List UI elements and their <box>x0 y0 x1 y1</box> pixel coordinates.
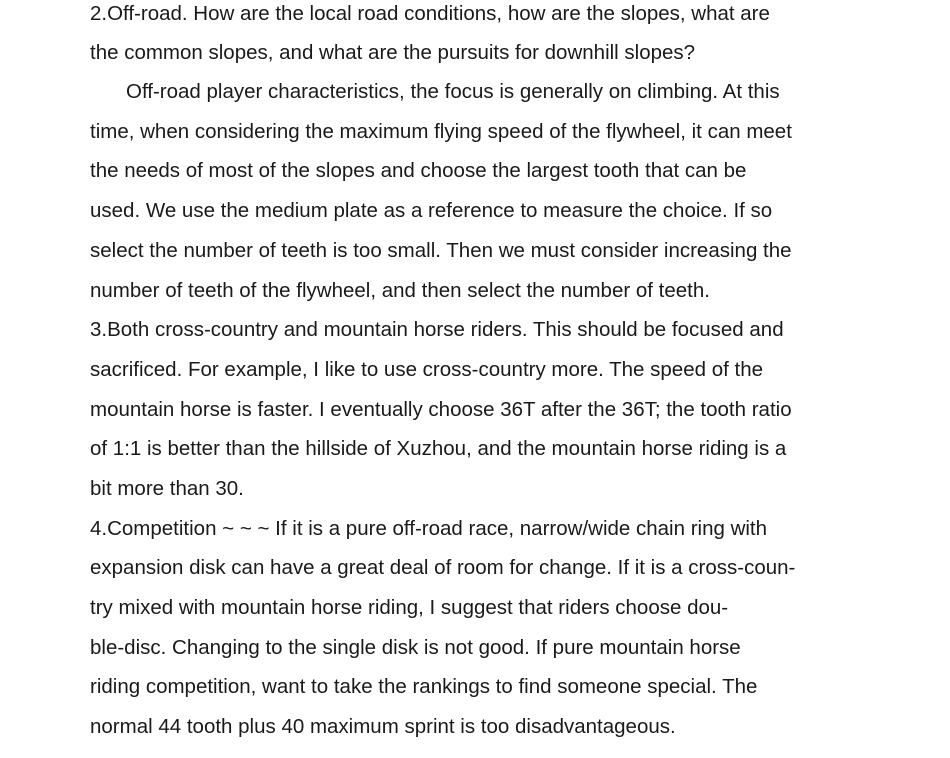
text-line: normal 44 tooth plus 40 maximum sprint is too disadvantageous. <box>90 715 676 738</box>
text-line: mountain horse is faster. I eventually choose 36T after the 36T; the tooth ratio <box>90 398 792 421</box>
text-line: 3.Both cross-country and mountain horse riders. This should be focused and <box>90 318 784 341</box>
text-line: 4.Competition ~ ~ ~ If it is a pure off-road race, narrow/wide chain ring with <box>90 517 768 540</box>
text-line: used. We use the medium plate as a reference to measure the choice. If so <box>90 199 773 222</box>
text-line: 2.Off-road. How are the local road conditions, how are the slopes, what are <box>90 2 770 25</box>
text-line: bit more than 30. <box>90 477 244 500</box>
text-line: expansion disk can have a great deal of room for change. If it is a cross-coun- <box>90 556 796 579</box>
text-line: number of teeth of the flywheel, and then select the number of teeth. <box>90 279 710 302</box>
text-line: try mixed with mountain horse riding, I suggest that riders choose dou- <box>90 596 729 619</box>
text-line: riding competition, want to take the rankings to find someone special. The <box>90 675 758 698</box>
text-line: of 1:1 is better than the hillside of Xuzhou, and the mountain horse riding is a <box>90 437 787 460</box>
text-line: the common slopes, and what are the pursuits for downhill slopes? <box>90 41 696 64</box>
text-line: the needs of most of the slopes and choose the largest tooth that can be <box>90 159 747 182</box>
text-line: Off-road player characteristics, the focus is generally on climbing. At this <box>126 80 780 103</box>
text-line: ble-disc. Changing to the single disk is not good. If pure mountain horse <box>90 636 741 659</box>
text-line: select the number of teeth is too small. Then we must consider increasing the <box>90 239 792 262</box>
text-line: sacrificed. For example, I like to use cross-country more. The speed of the <box>90 358 763 381</box>
text-line: time, when considering the maximum flying speed of the flywheel, it can meet <box>90 120 792 143</box>
